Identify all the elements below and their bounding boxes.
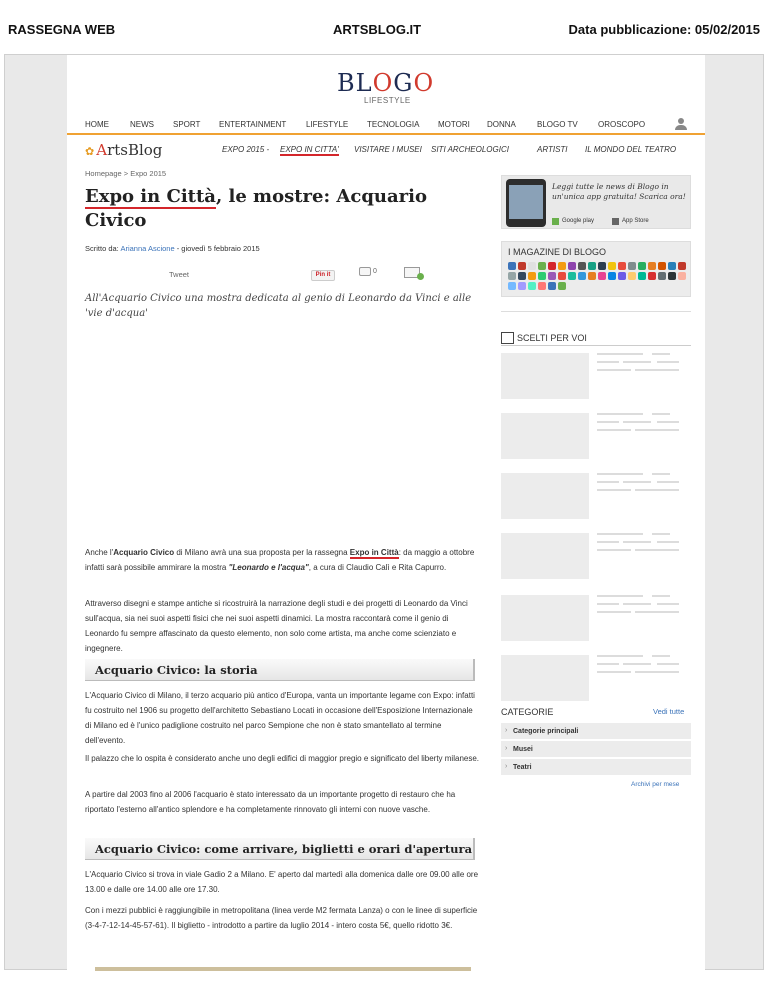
web-page [67,55,705,971]
article-paragraph: L'Acquario Civico si trova in viale Gadio 2 a Milano. E' aperto dal martedì alla domenica dalle ore 09.00 alle ore 13.00 e dalle ore 14.00 alle ore 17.30. [85,870,479,894]
category-item[interactable]: › Musei [501,741,691,758]
recommended-card-text [623,361,651,363]
magazine-icon[interactable] [648,272,656,280]
subnav-siti-archeologici[interactable]: SITI ARCHEOLOGICI [431,145,509,154]
nav-tecnologia[interactable]: TECNOLOGIA [367,120,420,129]
recommended-card-text [597,421,619,423]
recommended-card-text [635,611,679,613]
recommended-card-text [652,655,670,657]
magazine-icon[interactable] [538,282,546,290]
divider [501,311,691,312]
recommended-card-text [657,421,679,423]
recommended-card-text [623,481,651,483]
recommended-card-text [623,421,651,423]
nav-entertainment[interactable]: ENTERTAINMENT [219,120,287,129]
magazine-icons [508,262,686,290]
magazine-icon[interactable] [638,262,646,270]
article-paragraph: L'Acquario Civico di Milano, il terzo acquario più antico d'Europa, vanta un importante legame con Expo: infatti fu costruito nel 1906 su progetto dell'architetto Sebastiano Locati in occasione dell'Esposizione Internazionale di Milano ed è l'unico padiglione costruito nel parco Sempione che non è stato smantellato al termine dell'evento. [85,691,475,745]
article-title: Expo in Città, le mostre: Acquario Civico [85,186,427,231]
recommended-card-text [623,663,651,665]
magazine-icon[interactable] [538,262,546,270]
nav-sport[interactable]: SPORT [173,120,201,129]
magazine-icon[interactable] [548,272,556,280]
magazine-icon[interactable] [508,262,516,270]
magazine-icon[interactable] [638,272,646,280]
tweet-button[interactable]: Tweet [169,270,190,279]
recommended-card-image[interactable] [501,533,589,579]
recommended-card-text [657,603,679,605]
recommended-card-text [623,603,651,605]
article-lead: All'Acquario Civico una mostra dedicata al genio di Leonardo da Vinci e alle 'vie d'acqua' [85,293,472,319]
clip-source-type: RASSEGNA WEB [8,22,116,37]
app-promo-text: Leggi tutte le news di Blogo in un'unica app gratuita! Scarica ora! [552,182,686,201]
magazine-icon[interactable] [668,272,676,280]
recommended-card-image[interactable] [501,413,589,459]
recommended-card-text [597,361,619,363]
recommended-card-text [597,671,631,673]
clip-date: Data pubblicazione: 05/02/2015 [568,22,760,37]
magazine-icon[interactable] [578,262,586,270]
magazine-icon[interactable] [628,262,636,270]
recommended-card-image[interactable] [501,473,589,519]
recommended-card-text [623,541,651,543]
section-heading-orari: Acquario Civico: come arrivare, biglietti e orari d'apertura [85,838,475,860]
recommended-card-text [597,603,619,605]
magazine-icon[interactable] [518,282,526,290]
article-paragraph: Anche l'Acquario Civico di Milano avrà una sua proposta per la rassegna Expo in Città: da maggio a ottobre infatti sarà possibile ammirare la mostra "Leonardo e l'acqua", a cura di Claudio Calì e Rita Capurro. [85,548,475,572]
recommended-card-image[interactable] [501,353,589,399]
recommended-card-text [597,655,643,657]
expo-in-citta-link[interactable]: Expo in Città [349,548,399,557]
nav-news[interactable]: NEWS [130,120,154,129]
recommended-card-text [597,663,619,665]
scelti-per-voi-title: SCELTI PER VOI [501,333,587,343]
recommended-card-text [657,361,679,363]
magazine-icon[interactable] [578,272,586,280]
nav-oroscopo[interactable]: OROSCOPO [598,120,646,129]
magazine-icon[interactable] [518,262,526,270]
nav-motori[interactable]: MOTORI [438,120,470,129]
recommended-card-text [657,663,679,665]
magazine-title: I MAGAZINE DI BLOGO [508,247,607,257]
recommended-card-text [635,671,679,673]
subnav-visitare-musei[interactable]: VISITARE I MUSEI [354,145,422,154]
subnav-artisti[interactable]: ARTISTI [537,145,568,154]
magazine-icon[interactable] [508,282,516,290]
recommended-card-text [597,473,643,475]
recommended-card-text [597,413,643,415]
vedi-tutte-link[interactable]: Vedi tutte [653,707,685,716]
main-nav [67,113,705,135]
artsblog-logo[interactable]: ✿ ArtsBlog [85,141,163,159]
recommended-card-text [657,541,679,543]
magazine-icon[interactable] [558,282,566,290]
nav-blogo-tv[interactable]: BLOGO TV [537,120,578,129]
article-paragraph: Attraverso disegni e stampe antiche si ricostruirà la narrazione degli studi e dei progetti di Leonardo da Vinci sull'acqua, sia nei suoi aspetti fisici che nei suoi aspetti dinamici. La mostra raccontarà come il genio di Leonardo fu sempre affascinato da questo elemento, non solo come artista, ma anche come scienziato e ingegnere. [85,599,468,653]
phone-image [506,179,546,227]
subnav-expo-2015[interactable]: EXPO 2015 - [222,145,270,154]
recommended-card-text [597,611,631,613]
article-paragraph: Con i mezzi pubblici è raggiungibile in metropolitana (linea verde M2 fermata Lanza) o con le linee di superficie (3-4-7-12-14-45-57-61). Il biglietto - introdotto a partire da luglio 2014 - intero costa 5€, quello ridotto 3€. [85,906,478,930]
app-promo-banner[interactable] [501,175,691,229]
magazine-box [501,241,691,297]
magazine-icon[interactable] [558,272,566,280]
recommended-card-text [597,429,631,431]
recommended-card-text [652,533,670,535]
recommended-card-text [597,481,619,483]
blogo-logo[interactable]: BLOGO [337,69,435,97]
nav-lifestyle[interactable]: LIFESTYLE [306,120,349,129]
recommended-card-text [652,473,670,475]
magazine-icon[interactable] [548,282,556,290]
pinterest-button[interactable]: Pin it [311,270,335,281]
magazine-icon[interactable] [678,272,686,280]
magazine-icon[interactable] [598,272,606,280]
recommended-card-text [635,549,679,551]
article-byline: Scritto da: Arianna Ascione - giovedì 5 febbraio 2015 [85,244,260,253]
article-image [95,967,471,971]
article-paragraph: A partire dal 2003 fino al 2006 l'acquario è stato interessato da un importante progetto di restauro che ha riportato l'esterno all'antico splendore e ha completamente rinnovato gli interni con nuove vasche. [85,790,456,814]
archivi-link[interactable]: Archivi per mese [631,781,680,788]
recommended-card-text [652,413,670,415]
recommended-card-text [652,595,670,597]
app-store-badge[interactable]: App Store [612,216,649,226]
magazine-icon[interactable] [618,272,626,280]
subnav-expo-in-citta[interactable]: EXPO IN CITTA' [280,145,339,154]
magazine-icon[interactable] [548,262,556,270]
recommended-card-text [597,489,631,491]
magazine-icon[interactable] [608,272,616,280]
magazine-icon[interactable] [538,272,546,280]
magazine-icon[interactable] [568,272,576,280]
recommended-card-text [597,353,643,355]
category-item[interactable]: › Categorie principali [501,723,691,740]
comment-count: 0 [373,268,377,275]
recommended-card-image[interactable] [501,595,589,641]
email-share-icon[interactable] [404,267,420,278]
recommended-card-text [597,541,619,543]
magazine-icon[interactable] [588,262,596,270]
magazine-icon[interactable] [508,272,516,280]
google-play-badge[interactable]: Google play [552,216,594,226]
magazine-icon[interactable] [598,262,606,270]
magazine-icon[interactable] [568,262,576,270]
magazine-icon[interactable] [588,272,596,280]
categorie-title: CATEGORIE [501,707,554,717]
recommended-card-text [597,595,643,597]
magazine-icon[interactable] [528,272,536,280]
user-icon[interactable] [675,118,687,130]
comment-icon[interactable] [359,267,371,276]
magazine-icon[interactable] [678,262,686,270]
page-frame [4,54,764,970]
magazine-icon[interactable] [658,272,666,280]
recommended-card-text [597,549,631,551]
section-label: LIFESTYLE [364,96,411,105]
magazine-icon[interactable] [618,262,626,270]
magazine-icon[interactable] [668,262,676,270]
recommended-card-text [657,481,679,483]
magazine-icon[interactable] [648,262,656,270]
category-item[interactable]: › Teatri [501,759,691,776]
recommended-card-text [635,369,679,371]
nav-donna[interactable]: DONNA [487,120,516,129]
author-link[interactable]: Arianna Ascione [120,244,175,253]
divider [501,345,691,346]
article-paragraph: Il palazzo che lo ospita è considerato anche uno degli edifici di maggior pregio e significato del liberty milanese. [85,754,480,763]
clipping-header [0,0,768,50]
magazine-icon[interactable] [628,272,636,280]
recommended-card-text [635,429,679,431]
nav-home[interactable]: HOME [85,120,109,129]
breadcrumb[interactable]: Homepage > Expo 2015 [85,169,167,178]
recommended-card-image[interactable] [501,655,589,701]
magazine-icon[interactable] [558,262,566,270]
recommended-card-text [652,353,670,355]
recommended-card-text [597,533,643,535]
recommended-card-text [635,489,679,491]
clip-site: ARTSBLOG.IT [333,22,422,37]
subnav-mondo-teatro[interactable]: IL MONDO DEL TEATRO [585,145,677,154]
magazine-icon[interactable] [518,272,526,280]
magazine-icon[interactable] [608,262,616,270]
magazine-icon[interactable] [528,262,536,270]
section-heading-storia: Acquario Civico: la storia [85,659,475,681]
magazine-icon[interactable] [528,282,536,290]
recommended-card-text [597,369,631,371]
magazine-icon[interactable] [658,262,666,270]
